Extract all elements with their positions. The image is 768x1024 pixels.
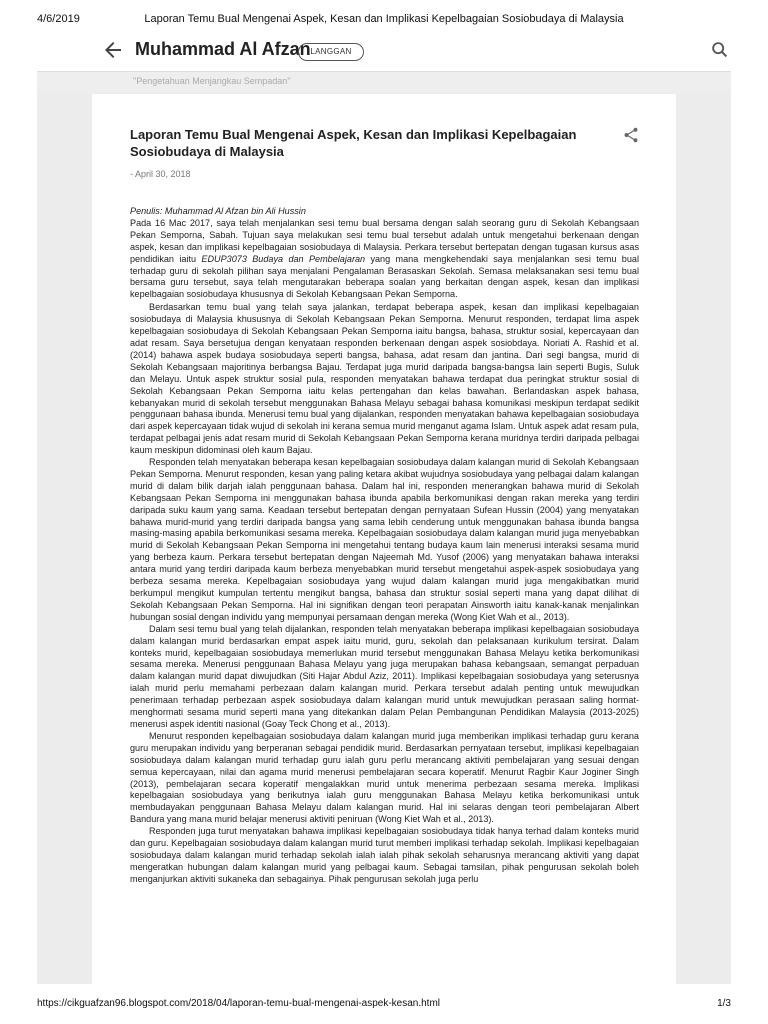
share-icon[interactable] bbox=[622, 126, 640, 144]
print-header bbox=[0, 13, 768, 29]
post-body bbox=[130, 206, 639, 886]
subscribe-button[interactable]: LANGGAN bbox=[298, 43, 364, 61]
course-code: EDUP3073 Budaya dan Pembelajaran bbox=[201, 253, 366, 264]
print-footer bbox=[0, 998, 768, 1012]
page-number: 1/3 bbox=[717, 998, 731, 1009]
paragraph: Responden telah menyatakan beberapa kesan kepelbagaian sosiobudaya dalam kalangan murid di Sekolah Kebangsaan Pekan Semporna. Menurut responden, kesan yang paling ketara akibat wujudnya sosiobudaya yang pelbagai dalam kalangan murid di dalam bilik darjah ialah penggunaan bahasa. Dalam hal ini, responden menerangkan bahawa murid di Sekolah Kebangsaan Pekan Semporna ini menggunakan bahasa ibunda apabila berkomunikasi dengan rakan mereka yang terdiri daripada suku kaum yang sama. Keadaan tersebut bertepatan dengan pernyataan Sufean Hussin (2004) yang menyatakan bahawa murid-murid yang terdiri daripada bangsa yang sama lebih cenderung untuk menggunakan bahasa ibunda bangsa masing-masing apabila berkomunikasi sesama mereka. Kepelbagaian sosiobudaya dalam kalangan murid juga menyebabkan murid di Sekolah Kebangsaan Pekan Semporna ini mengetahui tentang budaya kaum lain menerusi interaksi sesama murid yang berbeza kaum. Perkara tersebut bertepatan dengan Najeemah Md. Yusof (2006) yang menyatakan bahawa interaksi antara murid yang terdiri daripada kaum berbeza menyebabkan murid tersebut mengetahui aspek-aspek sosiobudaya yang berbeza sesama mereka. Kepelbagaian sosiobudaya yang wujud dalam kalangan murid juga mengakibatkan murid berkumpul mengikut kumpulan tertentu mengikut bangsa, bahasa dan struktur sosial seperti mana yang dapat dilihat di Sekolah Kebangsaan Pekan Semporna. Hal ini signifikan dengan teori perapatan Ainsworth iaitu kanak-kanak menjalinkan hubungan sosial dengan individu yang mempunyai persamaan dengan mereka (Wong Kiet Wah et al., 2013). bbox=[130, 457, 639, 622]
paragraph: Berdasarkan temu bual yang telah saya jalankan, terdapat beberapa aspek, kesan dan implikasi kepelbagaian sosiobudaya di Malaysia khususnya di Sekolah Kebangsaan Pekan Semporna. Menurut responden, terdapat lima aspek kepelbagaian sosiobudaya di Sekolah Kebangsaan Pekan Semporna iaitu bangsa, bahasa, struktur sosial, kepercayaan dan adat resam. Saya bersetujua dengan kenyataan responden berkenaan dengan aspek sosiobdaya. Noriati A. Rashid et al. (2014) bahawa aspek budaya sosiobudaya seperti bangsa, bahasa, adat resam dan jantina. Dari segi bangsa, murid di Sekolah Kebangsaan majoritinya berbangsa Bajau. Terdapat juga murid daripada bangsa-bangsa lain seperti Bugis, Suluk dan Melayu. Untuk aspek struktur sosial pula, responden menyatakan bahawa terdapat dua peringkat struktur sosial di Sekolah Kebangsaan Pekan Semporna iaitu kelas pertengahan dan kelas bawahan. Berlandaskan aspek bahasa, kebanyakan murid di sekolah tersebut menggunakan Bahasa Melayu sebagai bahasa komunikasi meskipun terdapat sedikit penggunaan bahasa ibunda. Menerusi temu bual yang dijalankan, responden menyatakan bahawa kepelbagaian sosiobudaya dari aspek kepercayaan tidak wujud di sekolah ini kerana semua murid menganut agama Islam. Untuk aspek adat resam pula, terdapat pelbagai jenis adat resam murid di Sekolah Kebangsaan Pekan Semporna kerana muridnya terdiri daripada pelbagai kaum meskipun didominasi oleh kaum Bajau. bbox=[130, 302, 639, 456]
print-title: Laporan Temu Bual Mengenai Aspek, Kesan dan Implikasi Kepelbagaian Sosiobudaya di Malaysia bbox=[144, 13, 624, 25]
blog-header bbox=[37, 34, 731, 70]
blog-title[interactable]: Muhammad Al Afzan bbox=[135, 39, 311, 59]
back-arrow-icon[interactable] bbox=[101, 38, 125, 62]
paragraph: Responden juga turut menyatakan bahawa implikasi kepelbagaian sosiobudaya tidak hanya terhad dalam konteks murid dan guru. Kepelbagaian sosiobudaya dalam kalangan murid turut memberi implikasi terhadap sekolah. Implikasi kepelbagaian sosiobudaya dalam kalangan murid terhadap sekolah ialah ialah pihak sekolah seharusnya merancang aktiviti yang dapat mengeratkan hubungan dalam kalangan murid yang pelbagai kaum. Sebagai tamsilan, pihak pengurusan sekolah boleh menganjurkan aktiviti sukaneka dan sebagainya. Pihak pengurusan sekolah juga perlu bbox=[130, 826, 639, 884]
paragraph-intro: Pada 16 Mac 2017, saya telah menjalankan sesi temu bual bersama dengan salah seorang guru di Sekolah Kebangsaan Pekan Semporna, Sabah. Tujuan saya melakukan sesi temu bual tersebut adalah untuk mengetahui berkenaan dengan aspek, kesan dan implikasi kepelbagaian sosiobudaya di Malaysia. Perkara tersebut bertepatan dengan tugasan kursus asas pendidikan iaitu EDUP3073 Budaya dan Pembelajaran yang mana mengkehendaki saya menjalankan sesi temu bual terhadap guru di sekolah pilihan saya menjalani Pengalaman Berasaskan Sekolah. Semasa melaksanakan sesi temu bual bersama guru tersebut, saya telah mengutarakan beberapa soalan yang berkaitan dengan aspek, kesan dan implikasi kepelbagaian sosiobudaya khususnya di Sekolah Kebangsaan Pekan Semporna. bbox=[130, 217, 639, 300]
post-date[interactable]: - April 30, 2018 bbox=[130, 169, 191, 179]
search-icon[interactable] bbox=[709, 39, 731, 61]
page-url: https://cikguafzan96.blogspot.com/2018/04/laporan-temu-bual-mengenai-aspek-kesan.html bbox=[37, 998, 441, 1009]
blog-tagline: "Pengetahuan Menjangkau Sempadan" bbox=[133, 76, 291, 86]
print-date: 4/6/2019 bbox=[37, 13, 80, 25]
paragraph: Dalam sesi temu bual yang telah dijalankan, responden telah menyatakan beberapa implikasi kepelbagaian sosiobudaya dalam kalangan murid berdasarkan empat aspek iaitu murid, guru, sekolah dan pelaksanaan kurikulum tersirat. Dalam konteks murid, kepelbagaian sosiobudaya memerlukan murid tersebut menggunakan Bahasa Melayu ketika berkomunikasi sesama mereka. Menerusi penggunaan Bahasa Melayu yang juga merupakan bahasa kebangsaan, semangat perpaduan dalam kalangan murid dapat diwujudkan (Siti Hajar Abdul Aziz, 2011). Implikasi kepelbagaian sosiobudaya yang seterusnya ialah murid perlu memahami perbezaan dalam kalangan murid. Perkara tersebut adalah penting untuk mewujudkan penerimaan terhadap perbezaan aspek sosiobudaya dalam kalangan murid untuk mewujudkan perasaan saling hormat-menghormati sesama murid seperti mana yang ditekankan dalam Pelan Pembangunan Pendidikan Malaysia (2013-2025) menerusi aspek identiti nasional (Goay Teck Chong et al., 2013). bbox=[130, 623, 639, 729]
paragraph: Menurut responden kepelbagaian sosiobudaya dalam kalangan murid juga memberikan implikasi terhadap guru kerana guru merupakan individu yang berperanan sebagai pendidik murid. Berdasarkan pernyataan tersebut, implikasi kepelbagaian sosiobudaya dalam kalangan murid terhadap guru ialah guru perlu merancang aktiviti pembelajaran yang sesuai dengan semua kepercayaan, nilai dan agama murid menerusi pembelajaran secara koperatif. Menurut Ragbir Kaur Joginer Singh (2013), pembelajaran secara koperatif mengalakkan murid untuk menerima perbezaan sesama mereka. Implikasi kepelbagaian sosiobudaya yang berikutnya ialah guru menggunakan Bahasa Melayu ketika berkomunikasi untuk membudayakan penggunaan Bahasa Melayu dalam kalangan murid. Hal ini selaras dengan teori pembelajaran Albert Bandura yang mana murid belajar menerusi aktiviti peniruan (Wong Kiet Wah et al., 2013). bbox=[130, 730, 639, 825]
post-title[interactable]: Laporan Temu Bual Mengenai Aspek, Kesan dan Implikasi Kepelbagaian Sosiobudaya di Malaysia bbox=[130, 127, 577, 159]
post-author: Penulis: Muhammad Al Afzan bin Ali Hussin bbox=[130, 206, 306, 216]
tagline-band bbox=[37, 71, 731, 94]
